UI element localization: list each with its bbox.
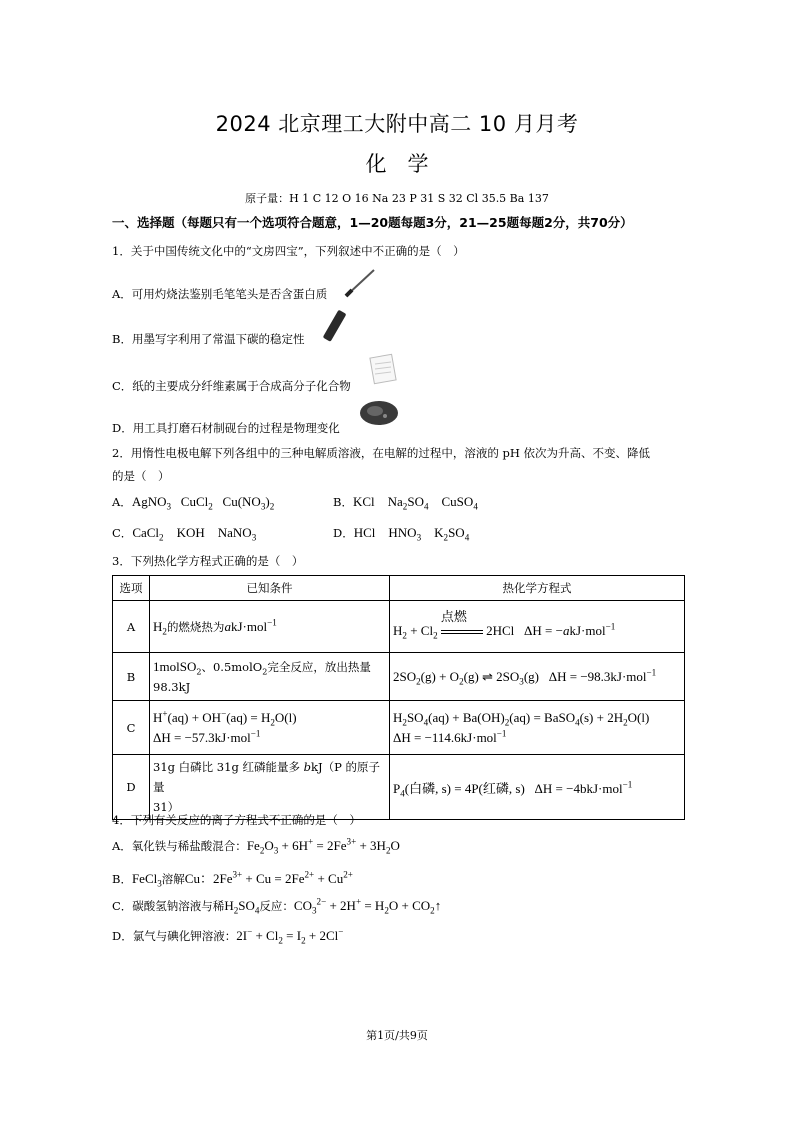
q4-option-b: B．FeCl$_3$溶解Cu：$2Fe^{3+} + Cu = 2Fe^{2+} + Cu^{2+}$	[112, 869, 353, 889]
question-1-stem: 1．关于中国传统文化中的“文房四宝”，下列叙述中不正确的是（ ）	[112, 244, 465, 258]
header-condition: 已知条件	[150, 576, 390, 601]
q1-option-d: D．用工具打磨石材制砚台的过程是物理变化	[112, 421, 340, 435]
q2-option-d: D．HCl $HNO_3$ $K_2SO_4$	[333, 525, 470, 543]
ink-stick-icon	[320, 308, 350, 348]
table-row	[113, 755, 685, 820]
row-condition: $H^+(aq) + OH^-(aq) = H_2O(l)$ ΔH = −57.3kJ·mol$^{-1}$	[150, 701, 390, 755]
option-label: A．	[112, 495, 132, 509]
q4-option-d: D．氯气与碘化钾溶液：$2I^- + Cl_2 = I_2 + 2Cl^-$	[112, 926, 344, 946]
condition-text: 的燃烧热为	[166, 619, 225, 634]
q2-option-b: B．KCl $Na_2SO_4$ CuSO$_4$	[333, 494, 478, 512]
option-label: B．	[333, 495, 353, 509]
option-label: D．	[333, 526, 354, 540]
q1-option-c: C．纸的主要成分纤维素属于合成高分子化合物	[112, 379, 351, 393]
row-option: A	[113, 601, 150, 653]
q4-option-a: A．氧化铁与稀盐酸混合：$Fe_2O_3 + 6H^+ = 2Fe^{3+} + 3H_2O$	[112, 836, 400, 856]
question-4-stem: 4．下列有关反应的离子方程式不正确的是（ ）	[112, 813, 361, 827]
section-heading: 一、选择题（每题只有一个选项符合题意，1—20题每题3分，21—25题每题2分，共70分）	[112, 215, 633, 230]
q1-option-a: A．可用灼烧法鉴别毛笔笔头是否含蛋白质	[112, 287, 328, 301]
table-row	[113, 601, 685, 653]
table-header-row	[113, 576, 685, 601]
row-condition: 31g 白磷比 31g 红磷能量多 bkJ（P 的原子量 31）	[150, 755, 390, 820]
row-equation: $H_2 + Cl_2$ 点燃 2HCl ΔH = −akJ·mol$^{-1}$	[390, 601, 685, 653]
row-option: B	[113, 653, 150, 701]
header-equation: 热化学方程式	[390, 576, 685, 601]
q2-option-c: C．CaCl$_2$ KOH NaNO$_3$	[112, 525, 257, 543]
table-row	[113, 653, 685, 701]
table-row	[113, 701, 685, 755]
row-equation: $2SO_2(g) + O_2(g)$ ⇌ $2SO_3(g) \Delta H = -98.3kJ\cdot mol^{-1}$	[390, 653, 685, 701]
paper-scroll-icon	[366, 352, 402, 392]
row-option: D	[113, 755, 150, 820]
atomic-masses: 原子量：H 1 C 12 O 16 Na 23 P 31 S 32 Cl 35.5 Ba 137	[245, 192, 549, 205]
page-number: 第1页/共9页	[366, 1029, 428, 1042]
question-2-stem-line2: 的是（ ）	[112, 469, 170, 483]
ignite-condition: 点燃	[441, 623, 483, 639]
question-3-stem: 3．下列热化学方程式正确的是（ ）	[112, 554, 304, 568]
row-condition: $H_2$的燃烧热为akJ·mol$^{-1}$	[150, 601, 390, 653]
q2-option-a: A．AgNO$_3$ CuCl$_2$ $Cu(NO_3)_2$	[112, 494, 275, 512]
q3-table	[112, 575, 685, 820]
header-option: 选项	[113, 576, 150, 601]
inkstone-icon	[358, 398, 400, 432]
option-label: C．	[112, 526, 133, 540]
row-equation: $P_4$(白磷, s) = 4P(红磷, s) ΔH = −4bkJ·mol$^{-1}$	[390, 755, 685, 820]
brush-icon	[342, 266, 378, 304]
subject-title: 化 学	[365, 152, 429, 176]
row-condition: 1molSO$_2$、0.5molO$_2$完全反应，放出热量 98.3kJ	[150, 653, 390, 701]
page-title: 2024 北京理工大附中高二 10 月月考	[215, 112, 579, 136]
q4-option-c: C．碳酸氢钠溶液与稀$H_2SO_4$反应：$CO_3^{2-} + 2H^+ = H_2O$ + $CO_2↑$	[112, 896, 442, 916]
row-option: C	[113, 701, 150, 755]
row-equation: $H_2SO_4(aq) + Ba(OH)_2(aq)$ = BaSO$_4$(s) + $2H_2O(l)$ ΔH = −114.6kJ·mol$^{-1}$	[390, 701, 685, 755]
question-2-stem-line1: 2．用惰性电极电解下列各组中的三种电解质溶液，在电解的过程中，溶液的 pH 依次为升高、不变、降低	[112, 446, 651, 460]
q1-option-b: B．用墨写字利用了常温下碳的稳定性	[112, 332, 305, 346]
